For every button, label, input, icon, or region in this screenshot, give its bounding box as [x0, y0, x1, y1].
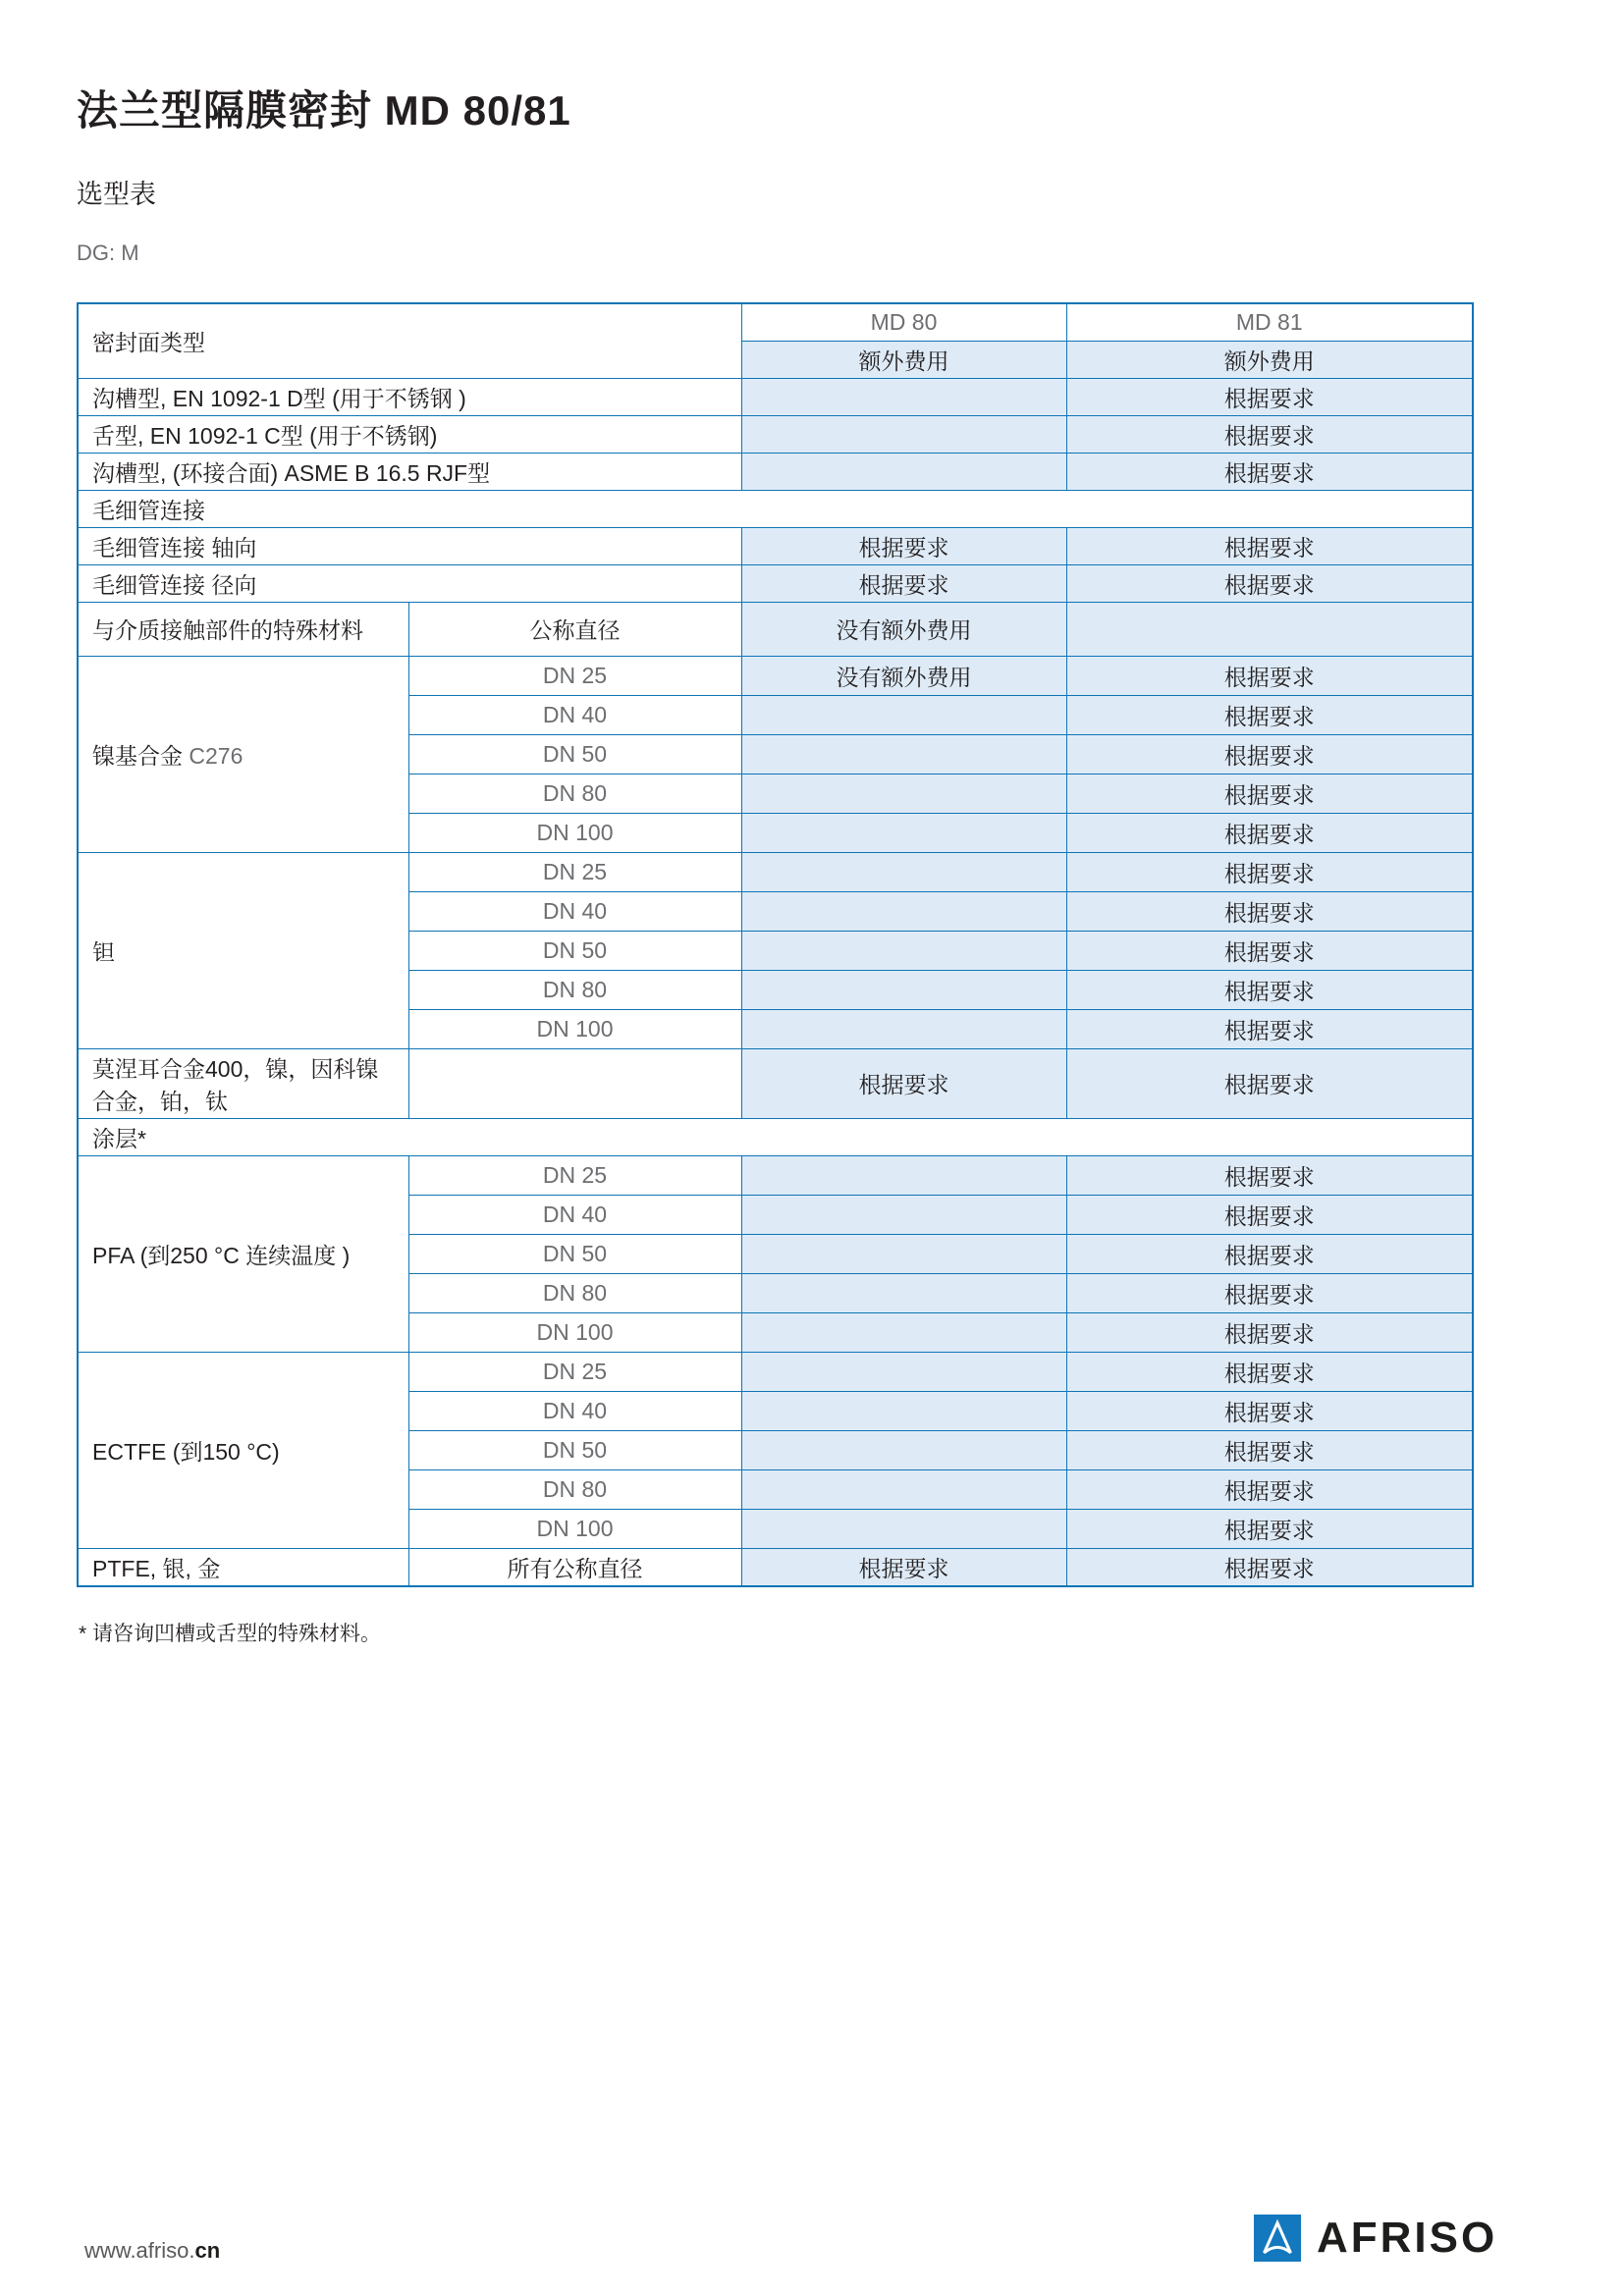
table-cell: [1066, 1469, 1473, 1509]
selection-table: [77, 302, 1474, 1587]
cell-text: 沟槽型, (环接合面) ASME B 16.5 RJF型: [92, 459, 491, 486]
cell-text: 根据要求: [1223, 1438, 1315, 1465]
cell-text: DN 50: [542, 1240, 608, 1266]
table-cell: [1066, 341, 1473, 378]
cell-text: 根据要求: [1223, 459, 1315, 486]
table-row: [78, 490, 1473, 527]
cell-text: DN 50: [542, 740, 608, 767]
table-cell: [741, 1234, 1066, 1273]
cell-text: DN 25: [542, 1358, 608, 1384]
table-cell: [741, 1273, 1066, 1312]
table-cell: [741, 303, 1066, 341]
table-cell: [1066, 1312, 1473, 1352]
table-row: [78, 303, 1473, 341]
cell-text: DN 40: [542, 1397, 608, 1423]
cell-text: ECTFE (到150 °C): [92, 1438, 280, 1465]
table-cell: [1066, 602, 1473, 656]
table-cell: [741, 1391, 1066, 1430]
table-cell: [1066, 1234, 1473, 1273]
cell-text: DN 40: [542, 897, 608, 924]
cell-text: 毛细管连接: [92, 497, 205, 523]
table-cell: [741, 1469, 1066, 1509]
cell-text: 根据要求: [858, 1072, 949, 1097]
cell-text: 根据要求: [858, 534, 949, 561]
table-row: [78, 1118, 1473, 1155]
cell-text: 根据要求: [1223, 1017, 1315, 1043]
table-cell: [1066, 734, 1473, 774]
table-cell: [1066, 970, 1473, 1009]
cell-text: PTFE, 银, 金: [92, 1555, 221, 1581]
table-row: [78, 602, 1473, 656]
table-cell: [741, 415, 1066, 453]
cell-text: 根据要求: [1223, 978, 1315, 1004]
table-cell: [741, 1048, 1066, 1118]
cell-text: DN 50: [542, 1436, 608, 1463]
cell-text: 舌型, EN 1092-1 C型 (用于不锈钢): [92, 422, 438, 449]
table-cell: [1066, 813, 1473, 852]
table-cell: [1066, 891, 1473, 931]
cell-text: MD 80: [870, 308, 938, 335]
table-cell: [408, 1273, 741, 1312]
table-cell: [1066, 774, 1473, 813]
table-cell: [1066, 1195, 1473, 1234]
cell-text: DN 25: [542, 858, 608, 884]
table-cell: [741, 1548, 1066, 1586]
table-cell: [741, 852, 1066, 891]
cell-text: DN 25: [542, 662, 608, 688]
table-cell: [408, 852, 741, 891]
table-cell: [1066, 1352, 1473, 1391]
table-cell: [78, 303, 741, 378]
cell-text: DN 80: [542, 1279, 608, 1306]
table-row: [78, 527, 1473, 564]
table-cell: [1066, 378, 1473, 415]
cell-text: DN 40: [542, 1201, 608, 1227]
cell-text: 与介质接触部件的特殊材料: [92, 617, 363, 643]
table-cell: [1066, 656, 1473, 695]
cell-text: MD 81: [1235, 308, 1303, 335]
cell-text: 根据要求: [1223, 703, 1315, 729]
table-cell: [78, 453, 741, 490]
cell-text: 根据要求: [1223, 899, 1315, 926]
table-cell: [1066, 564, 1473, 602]
cell-text: 额外费用: [1223, 347, 1315, 374]
section-row-label: [78, 1118, 1473, 1155]
table-cell: [78, 564, 741, 602]
cell-text: 所有公称直径: [507, 1555, 643, 1581]
table-cell: [408, 1155, 741, 1195]
cell-text: 毛细管连接 径向: [92, 571, 257, 598]
cell-text: 根据要求: [1223, 938, 1315, 965]
table-cell: [408, 1009, 741, 1048]
cell-text: DN 80: [542, 779, 608, 806]
cell-text: 没有额外费用: [836, 617, 972, 643]
cell-text: 公称直径: [529, 617, 621, 643]
table-cell: [741, 931, 1066, 970]
cell-text: 根据要求: [1223, 821, 1315, 847]
table-row: [78, 415, 1473, 453]
table-cell: [1066, 1048, 1473, 1118]
cell-text: 根据要求: [1223, 1281, 1315, 1308]
table-cell: [408, 602, 741, 656]
cell-text: 没有额外费用: [836, 664, 972, 690]
table-cell: [408, 1048, 741, 1118]
table-cell: [78, 1548, 408, 1586]
table-cell: [741, 695, 1066, 734]
footer-website: [84, 2238, 220, 2264]
cell-text: 根据要求: [1223, 1517, 1315, 1543]
table-cell: [1066, 1391, 1473, 1430]
table-cell: [741, 1312, 1066, 1352]
table-cell: [1066, 303, 1473, 341]
table-cell: [78, 527, 741, 564]
cell-text: DN 100: [536, 1515, 614, 1541]
table-cell: [741, 1195, 1066, 1234]
table-cell: [741, 774, 1066, 813]
table-row: [78, 1048, 1473, 1118]
table-cell: [741, 1009, 1066, 1048]
table-cell: [741, 341, 1066, 378]
table-cell: [1066, 1009, 1473, 1048]
cell-text: 根据要求: [1223, 534, 1315, 561]
table-cell: [741, 1430, 1066, 1469]
cell-text: DN 25: [542, 1161, 608, 1188]
table-cell: [1066, 695, 1473, 734]
table-cell: [408, 774, 741, 813]
afriso-logo: [1254, 2215, 1497, 2262]
cell-text: 根据要求: [858, 1555, 949, 1581]
cell-text: 根据要求: [1223, 1399, 1315, 1425]
cell-text: 根据要求: [1223, 1163, 1315, 1190]
table-cell: [408, 695, 741, 734]
table-row: [78, 1548, 1473, 1586]
table-cell: [741, 602, 1066, 656]
table-cell: [78, 415, 741, 453]
table-cell: [741, 564, 1066, 602]
cell-text: 根据要求: [1223, 1202, 1315, 1229]
table-cell: [741, 1509, 1066, 1548]
cell-text: 莫涅耳合金400，镍，因科镍合金，铂，钛: [92, 1055, 379, 1114]
table-cell: [408, 1469, 741, 1509]
cell-text: DN 50: [542, 936, 608, 963]
table-cell: [741, 1352, 1066, 1391]
doc-code: DG: M: [77, 240, 139, 265]
table-row: [78, 453, 1473, 490]
cell-text: 根据要求: [858, 571, 949, 598]
table-cell: [741, 891, 1066, 931]
table-cell: [408, 970, 741, 1009]
cell-text: 根据要求: [1223, 1360, 1315, 1386]
table-cell: [1066, 1548, 1473, 1586]
table-cell: [1066, 852, 1473, 891]
cell-text: PFA (到250 °C 连续温度 ): [92, 1242, 351, 1268]
afriso-arrow-icon: [1254, 2215, 1301, 2262]
table-row: [78, 564, 1473, 602]
table-cell: [78, 378, 741, 415]
table-cell: [741, 1155, 1066, 1195]
table-cell: [1066, 1430, 1473, 1469]
table-cell: [78, 602, 408, 656]
table-cell: [408, 1234, 741, 1273]
table-cell: [408, 931, 741, 970]
table-cell: [408, 1430, 741, 1469]
cell-text: DN 40: [542, 701, 608, 727]
table-cell: [78, 852, 408, 1048]
cell-text: 钽: [92, 938, 115, 965]
table-row: [78, 852, 1473, 891]
table-row: [78, 1352, 1473, 1391]
cell-text: 根据要求: [1223, 664, 1315, 690]
table-cell: [741, 378, 1066, 415]
table-cell: [408, 1195, 741, 1234]
cell-text: 根据要求: [1223, 1320, 1315, 1347]
table-cell: [408, 1509, 741, 1548]
cell-text: 镍基合金: [92, 742, 189, 769]
table-cell: [408, 813, 741, 852]
table-cell: [1066, 931, 1473, 970]
cell-text: 根据要求: [1223, 860, 1315, 886]
table-cell: [78, 1155, 408, 1352]
table-row: [78, 1155, 1473, 1195]
cell-text: 根据要求: [1223, 1555, 1315, 1581]
page-title: 法兰型隔膜密封 MD 80/81: [77, 87, 571, 133]
brand-wordmark: AFRISO: [1317, 2214, 1498, 2262]
table-cell: [1066, 527, 1473, 564]
table-cell: [408, 1391, 741, 1430]
cell-text-secondary: C276: [189, 742, 244, 769]
cell-text: DN 100: [536, 1015, 614, 1041]
cell-text: 根据要求: [1223, 1477, 1315, 1504]
cell-text: 根据要求: [1223, 385, 1315, 411]
table-cell: [408, 891, 741, 931]
cell-text: 额外费用: [858, 347, 949, 374]
cell-text: 沟槽型, EN 1092-1 D型 (用于不锈钢 ): [92, 385, 466, 411]
footer-website-suffix: cn: [194, 2238, 221, 2263]
cell-text: 根据要求: [1223, 1242, 1315, 1268]
cell-text: DN 100: [536, 1318, 614, 1345]
table-row: [78, 378, 1473, 415]
cell-text: 根据要求: [1223, 422, 1315, 449]
cell-text: 根据要求: [1223, 1072, 1315, 1097]
table-cell: [741, 970, 1066, 1009]
footnote: * 请咨询凹槽或舌型的特殊材料。: [79, 1623, 382, 1645]
table-cell: [1066, 415, 1473, 453]
cell-text: 密封面类型: [92, 329, 205, 355]
table-cell: [408, 1352, 741, 1391]
table-cell: [78, 656, 408, 852]
selection-table-body: [78, 303, 1473, 1586]
table-cell: [741, 813, 1066, 852]
table-cell: [1066, 453, 1473, 490]
cell-text: DN 80: [542, 1475, 608, 1502]
cell-text: DN 80: [542, 976, 608, 1002]
table-cell: [741, 527, 1066, 564]
cell-text: 涂层*: [92, 1125, 146, 1151]
table-cell: [78, 1352, 408, 1548]
table-cell: [1066, 1155, 1473, 1195]
cell-text: 根据要求: [1223, 781, 1315, 808]
table-cell: [741, 453, 1066, 490]
table-cell: [1066, 1273, 1473, 1312]
table-cell: [78, 1048, 408, 1118]
cell-text: 根据要求: [1223, 742, 1315, 769]
cell-text: DN 100: [536, 819, 614, 845]
table-row: [78, 656, 1473, 695]
table-cell: [741, 734, 1066, 774]
table-cell: [408, 734, 741, 774]
table-cell: [741, 656, 1066, 695]
table-cell: [1066, 1509, 1473, 1548]
table-cell: [408, 656, 741, 695]
footer-website-prefix: www.afriso.: [84, 2238, 195, 2263]
table-cell: [408, 1548, 741, 1586]
cell-text: 毛细管连接 轴向: [92, 534, 257, 561]
cell-text: 根据要求: [1223, 571, 1315, 598]
section-row-label: [78, 490, 1473, 527]
page-subtitle: 选型表: [77, 180, 156, 209]
table-cell: [408, 1312, 741, 1352]
